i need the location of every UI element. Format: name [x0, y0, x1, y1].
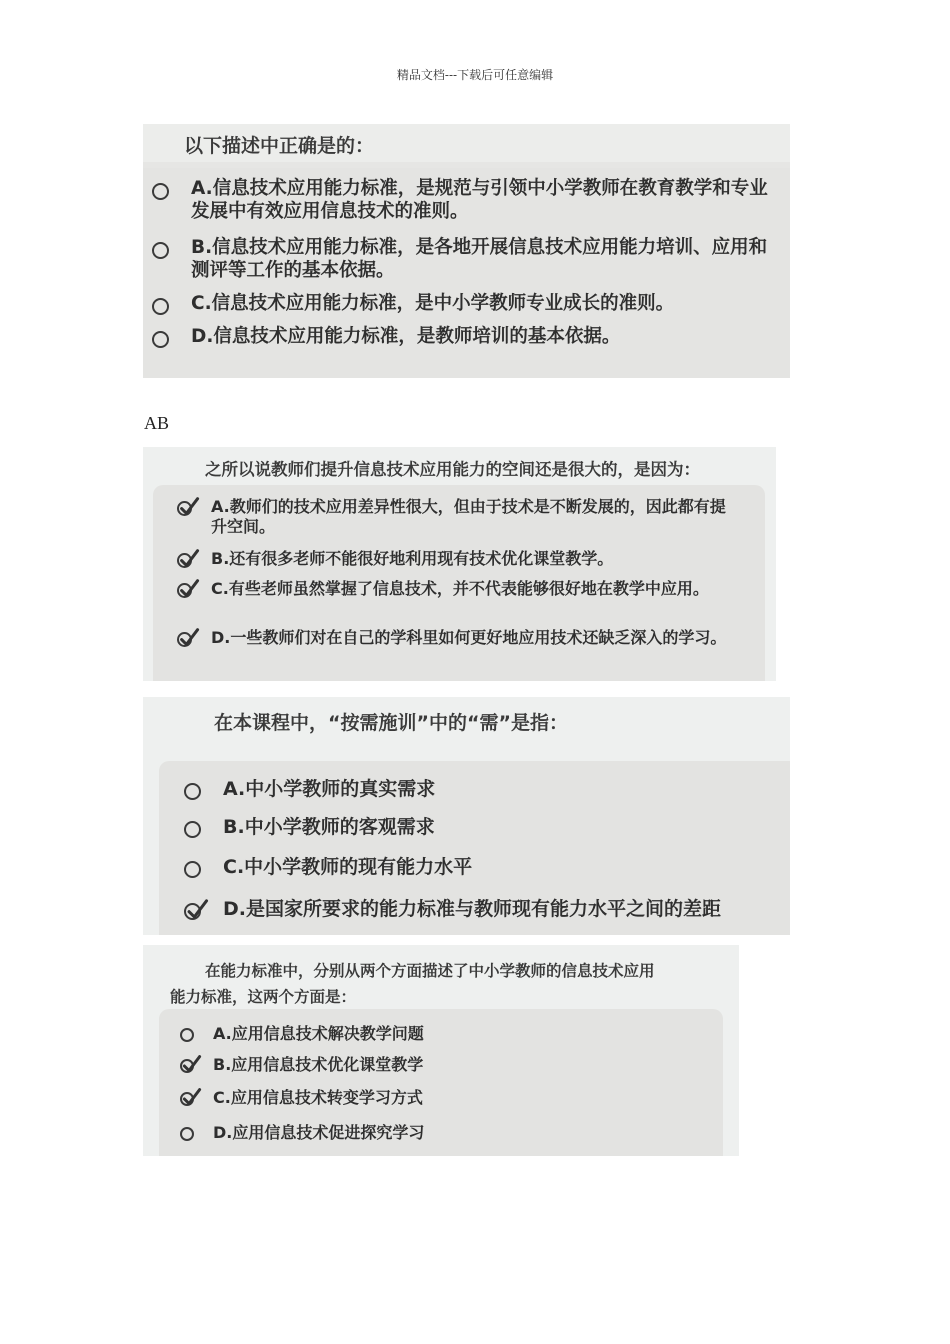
question-2-options: [153, 485, 765, 681]
option-text: A.应用信息技术解决教学问题: [213, 1024, 424, 1043]
question-4-panel: [143, 945, 739, 1156]
option-text: C.信息技术应用能力标准，是中小学教师专业成长的准则。: [191, 293, 675, 314]
check-mark-icon: [177, 628, 198, 649]
option-text: A.中小学教师的真实需求: [223, 778, 436, 800]
radio-icon[interactable]: [152, 298, 169, 315]
check-mark-icon: [180, 1055, 200, 1075]
radio-icon[interactable]: [152, 183, 169, 200]
radio-icon[interactable]: [184, 783, 201, 800]
check-mark-stroke: [184, 1057, 199, 1071]
option-text: D.信息技术应用能力标准，是教师培训的基本依据。: [191, 326, 621, 347]
question-3-panel: [143, 697, 790, 935]
check-mark-stroke: [182, 630, 198, 645]
check-mark-icon: [177, 579, 198, 600]
option-text: B.中小学教师的客观需求: [223, 816, 435, 838]
option-text: C.应用信息技术转变学习方式: [213, 1088, 423, 1107]
question-2-title: 之所以说教师们提升信息技术应用能力的空间还是很大的，是因为：: [205, 460, 700, 479]
radio-icon[interactable]: [184, 821, 201, 838]
option-text: D.一些教师们对在自己的学科里如何更好地应用技术还缺乏深入的学习。: [211, 628, 727, 647]
check-mark-stroke: [184, 1090, 199, 1104]
check-mark-icon: [184, 899, 207, 922]
check-circle-icon[interactable]: [177, 632, 192, 647]
option-text: B.还有很多老师不能很好地利用现有技术优化课堂教学。: [211, 549, 614, 568]
radio-icon[interactable]: [152, 331, 169, 348]
radio-icon[interactable]: [180, 1127, 194, 1141]
check-mark-icon: [180, 1088, 200, 1108]
option-text: C.有些老师虽然掌握了信息技术，并不代表能够很好地在教学中应用。: [211, 579, 709, 598]
option-text: A.信息技术应用能力标准，是规范与引领中小学教师在教育教学和专业发展中有效应用信息技术的准则。: [191, 178, 768, 222]
question-3-options: [159, 761, 790, 935]
check-circle-icon[interactable]: [177, 553, 192, 568]
check-circle-icon[interactable]: [180, 1059, 194, 1073]
radio-icon[interactable]: [152, 242, 169, 259]
question-4-title-line-2: 能力标准，这两个方面是：: [170, 988, 357, 1006]
option-text: D.是国家所要求的能力标准与教师现有能力水平之间的差距: [223, 898, 721, 920]
check-mark-stroke: [182, 499, 198, 514]
question-1-panel: [143, 124, 790, 378]
check-circle-icon[interactable]: [177, 501, 192, 516]
option-text: B.信息技术应用能力标准，是各地开展信息技术应用能力培训、应用和测评等工作的基本依据。: [191, 237, 768, 281]
check-circle-icon[interactable]: [180, 1092, 194, 1106]
check-mark-stroke: [182, 551, 198, 566]
check-mark-icon: [177, 497, 198, 518]
radio-icon[interactable]: [184, 861, 201, 878]
question-1-title: 以下描述中正确是的：: [184, 135, 375, 157]
question-4-title-line-1: 在能力标准中，分别从两个方面描述了中小学教师的信息技术应用: [205, 962, 655, 980]
option-text: B.应用信息技术优化课堂教学: [213, 1055, 424, 1074]
question-1-options: [143, 168, 790, 378]
document-header: 精品文档---下载后可任意编辑: [396, 68, 554, 82]
option-text: C.中小学教师的现有能力水平: [223, 856, 473, 878]
check-mark-stroke: [189, 901, 206, 917]
radio-icon[interactable]: [180, 1028, 194, 1042]
question-4-options: [159, 1009, 723, 1156]
check-circle-icon[interactable]: [177, 583, 192, 598]
check-mark-icon: [177, 549, 198, 570]
check-mark-stroke: [182, 581, 198, 596]
question-2-panel: [143, 447, 776, 681]
question-3-title: 在本课程中，“按需施训”中的“需”是指：: [214, 712, 568, 734]
check-circle-icon[interactable]: [184, 903, 201, 920]
option-text: D.应用信息技术促进探究学习: [213, 1123, 425, 1142]
option-text: A.教师们的技术应用差异性很大，但由于技术是不断发展的，因此都有提升空间。: [211, 497, 726, 536]
answer-text: AB: [144, 413, 170, 433]
